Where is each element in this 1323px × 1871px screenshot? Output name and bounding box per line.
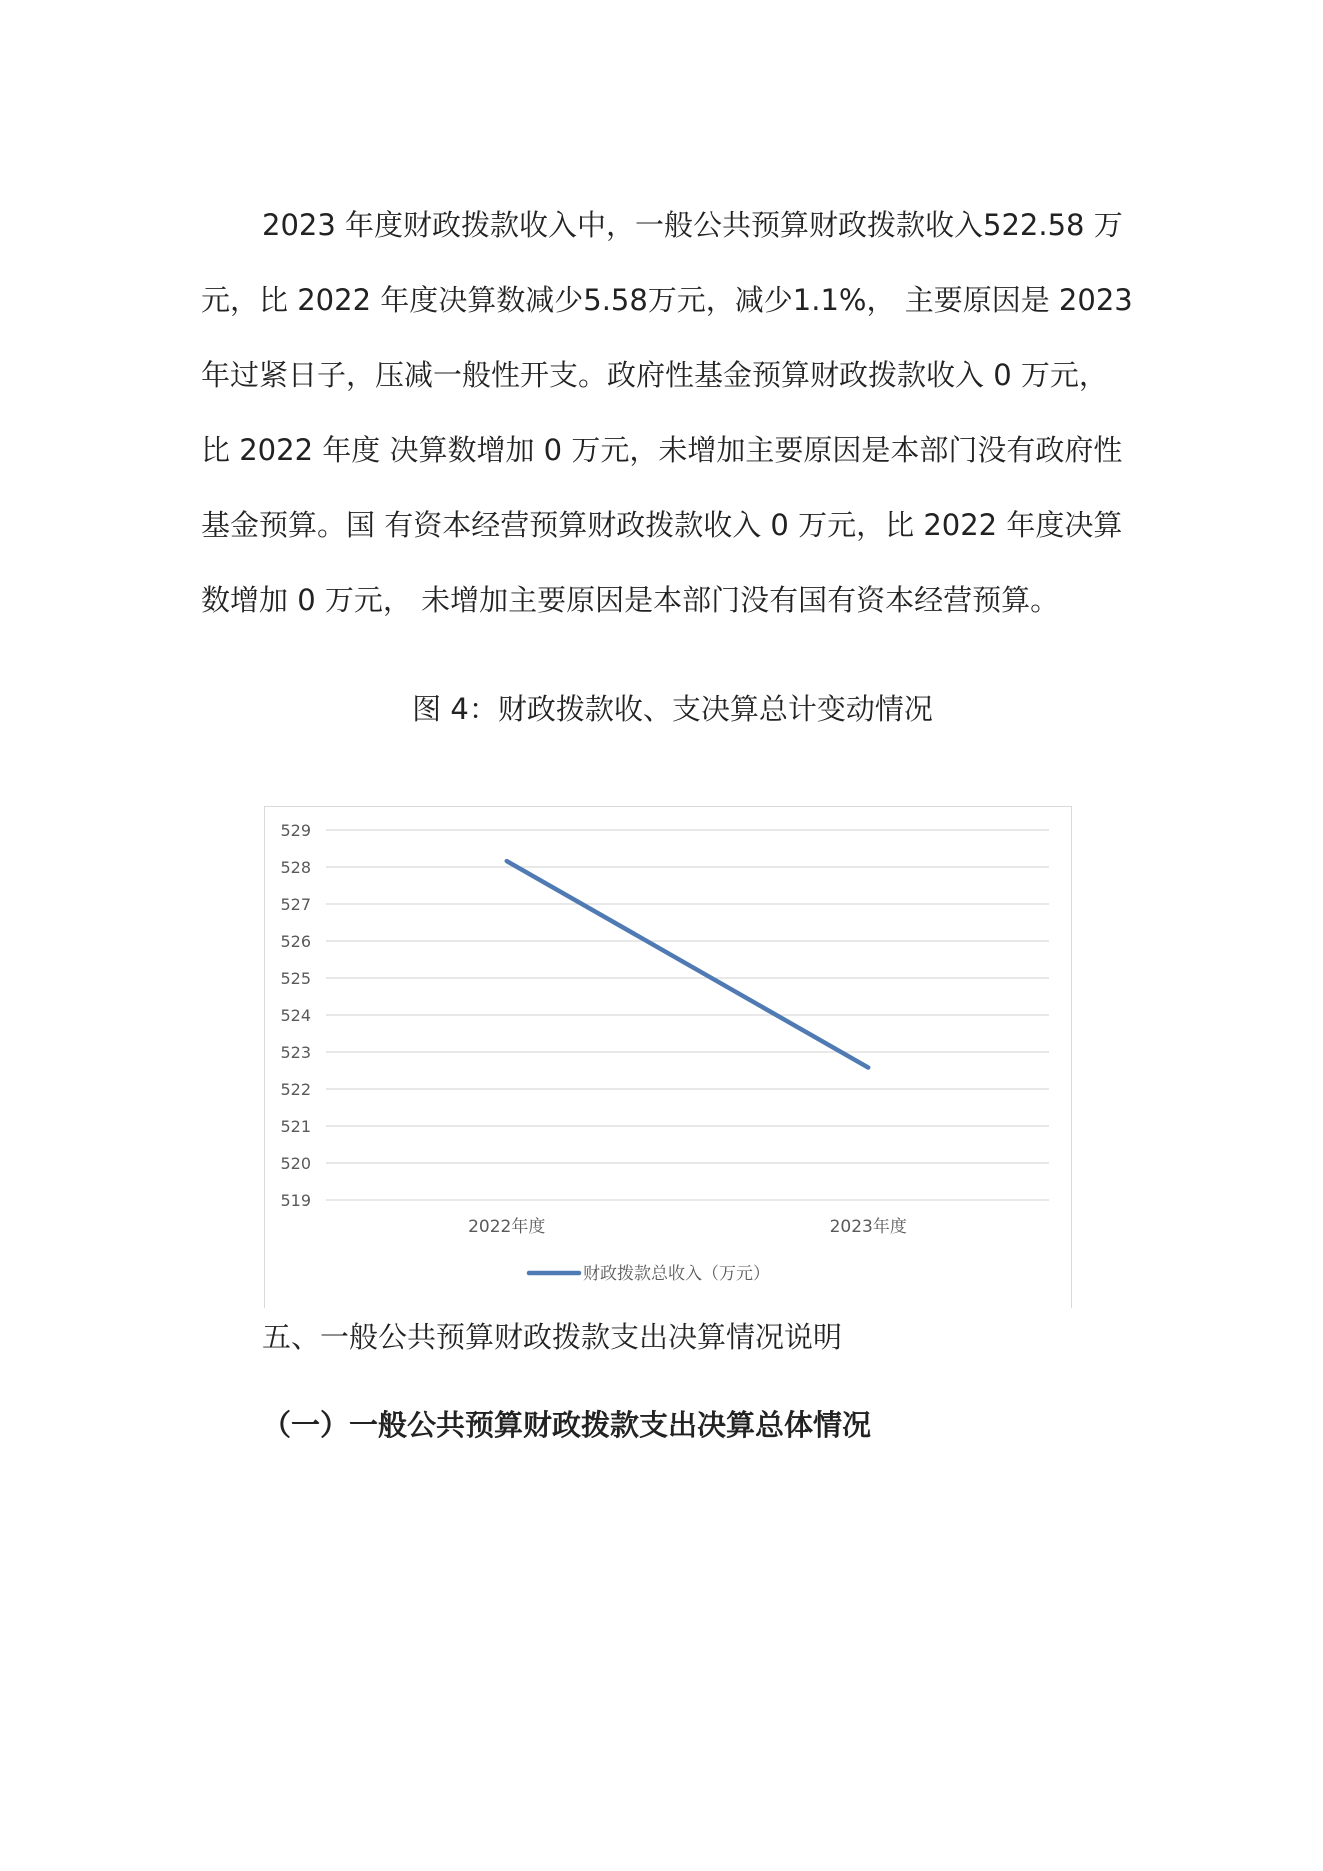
paragraph-line: 年过紧日子，压减一般性开支。政府性基金预算财政拨款收入 0 万元， xyxy=(201,358,1108,392)
chart-svg xyxy=(265,807,1073,1309)
section-heading: 五、一般公共预算财政拨款支出决算情况说明 xyxy=(262,1320,843,1354)
x-tick-label: 2023年度 xyxy=(829,1217,907,1237)
y-tick-label: 522 xyxy=(280,1080,311,1099)
x-tick-label: 2022年度 xyxy=(468,1217,546,1237)
y-tick-label: 529 xyxy=(280,821,311,840)
line-chart xyxy=(264,806,1072,1308)
paragraph-line: 数增加 0 万元， 未增加主要原因是本部门没有国有资本经营预算。 xyxy=(201,583,1060,617)
x-axis-ticks xyxy=(468,1216,907,1237)
y-tick-label: 527 xyxy=(280,895,311,914)
y-tick-label: 524 xyxy=(280,1006,311,1025)
y-tick-label: 521 xyxy=(280,1117,311,1136)
gridlines xyxy=(326,830,1049,1200)
paragraph-line: 基金预算。国 有资本经营预算财政拨款收入 0 万元，比 2022 年度决算 xyxy=(201,508,1123,542)
y-tick-label: 519 xyxy=(280,1191,311,1210)
y-axis-ticks xyxy=(280,821,311,1210)
y-tick-label: 525 xyxy=(280,969,311,988)
series-lines xyxy=(507,861,869,1068)
y-tick-label: 528 xyxy=(280,858,311,877)
paragraph-line: 比 2022 年度 决算数增加 0 万元，未增加主要原因是本部门没有政府性 xyxy=(201,433,1123,467)
series-line xyxy=(507,861,869,1067)
body-paragraph xyxy=(201,188,1144,638)
figure-caption: 图 4：财政拨款收、支决算总计变动情况 xyxy=(412,692,933,726)
legend-label: 财政拨款总收入（万元） xyxy=(583,1264,770,1284)
y-tick-label: 520 xyxy=(280,1154,311,1173)
legend xyxy=(529,1264,770,1284)
y-tick-label: 523 xyxy=(280,1043,311,1062)
paragraph-line: 2023 年度财政拨款收入中，一般公共预算财政拨款收入522.58 万 xyxy=(262,208,1123,242)
paragraph-line: 元，比 2022 年度决算数减少5.58万元，减少1.1%， 主要原因是 2023 xyxy=(201,283,1133,317)
y-tick-label: 526 xyxy=(280,932,311,951)
subsection-heading: （一）一般公共预算财政拨款支出决算总体情况 xyxy=(262,1408,872,1442)
